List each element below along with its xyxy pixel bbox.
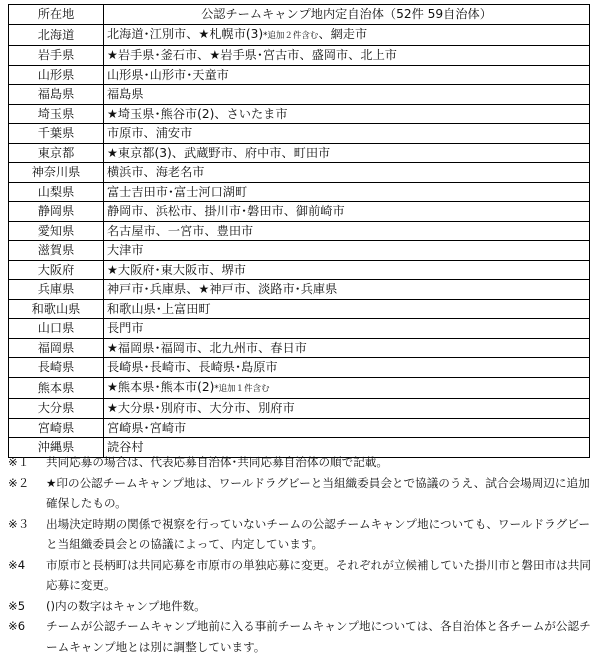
prefecture-cell: 静岡県 — [9, 202, 104, 222]
prefecture-cell: 千葉県 — [9, 124, 104, 144]
prefecture-cell: 山梨県 — [9, 182, 104, 202]
table-row — [9, 124, 590, 144]
note-mark: ※３ — [8, 516, 30, 531]
note-mark: ※２ — [8, 475, 30, 490]
table-row — [9, 46, 590, 66]
table-row — [9, 260, 590, 280]
note-mark: ※１ — [8, 455, 30, 469]
cities-text: 大津市 — [107, 243, 144, 257]
cities-text: 山形県･山形市･天童市 — [107, 67, 229, 82]
cities-text: 福島県 — [107, 87, 144, 101]
cities-text: ★大分県･別府市、大分市、別府市 — [107, 401, 295, 415]
cities-cell — [104, 418, 590, 438]
table-row — [9, 280, 590, 300]
cities-cell — [104, 299, 590, 319]
note-item — [8, 596, 592, 617]
prefecture-cell: 埼玉県 — [9, 104, 104, 124]
table-row — [9, 399, 590, 419]
table-body — [9, 24, 590, 457]
notes-section — [8, 452, 592, 657]
table-row — [9, 241, 590, 261]
prefecture-cell: 山形県 — [9, 65, 104, 85]
cities-text: ★東京都(3)、武蔵野市、府中市、町田市 — [107, 145, 331, 160]
cities-cell — [104, 104, 590, 124]
cities-cell — [104, 338, 590, 358]
note-mark: ※5 — [8, 598, 26, 613]
table-row — [9, 104, 590, 124]
table-row — [9, 202, 590, 222]
prefecture-cell: 福島県 — [9, 85, 104, 105]
cities-text: 横浜市、海老名市 — [107, 165, 205, 179]
prefecture-cell: 大分県 — [9, 399, 104, 419]
note-mark: ※4 — [8, 557, 26, 572]
note-text: 共同応募の場合は、代表応募自治体･共同応募自治体の順で記載。 — [46, 455, 389, 469]
note-item — [8, 452, 592, 473]
cities-cell — [104, 65, 590, 85]
note-text: チームが公認チームキャンプ地前に入る事前チームキャンプ地については、各自治体と各チームが公認チームキャンプ地とは別に調整しています。 — [46, 619, 591, 654]
cities-cell — [104, 260, 590, 280]
cities-text: 市原市、浦安市 — [107, 126, 193, 140]
table-row — [9, 65, 590, 85]
cities-cell — [104, 399, 590, 419]
header-prefecture: 所在地 — [9, 5, 104, 25]
cities-text: 富士吉田市･富士河口湖町 — [107, 184, 248, 199]
cities-text: 宮崎県･宮崎市 — [107, 420, 187, 435]
additional-note: *追加２件含む — [263, 30, 319, 41]
cities-cell — [104, 46, 590, 66]
cities-text: 静岡市、浜松市、掛川市･磐田市、御前崎市 — [107, 204, 345, 218]
cities-cell — [104, 85, 590, 105]
header-cities: 公認チームキャンプ地内定自治体（52件 59自治体） — [104, 5, 590, 25]
cities-cell — [104, 280, 590, 300]
prefecture-cell: 沖縄県 — [9, 438, 104, 458]
cities-text: ★福岡県･福岡市、北九州市、春日市 — [107, 340, 307, 355]
prefecture-cell: 長崎県 — [9, 358, 104, 378]
prefecture-cell: 岩手県 — [9, 46, 104, 66]
prefecture-cell: 兵庫県 — [9, 280, 104, 300]
cities-cell — [104, 24, 590, 46]
camp-table — [8, 4, 590, 458]
cities-cell — [104, 124, 590, 144]
cities-text: ★埼玉県･熊谷市(2)、さいたま市 — [107, 106, 288, 121]
cities-cell — [104, 377, 590, 399]
table-row — [9, 358, 590, 378]
note-text: ★印の公認チームキャンプ地は、ワールドラグビーと当組織委員会とで協議のうえ、試合会場周辺に追加確保したもの。 — [46, 475, 590, 510]
additional-note: *追加１件含む — [214, 383, 270, 394]
table-header-row — [9, 5, 590, 25]
prefecture-cell: 東京都 — [9, 143, 104, 163]
table-row — [9, 163, 590, 183]
cities-text: 北海道･江別市、★札幌市(3) — [107, 26, 264, 41]
note-mark: ※6 — [8, 619, 26, 633]
prefecture-cell: 宮崎県 — [9, 418, 104, 438]
table-row — [9, 377, 590, 399]
cities-cell — [104, 163, 590, 183]
prefecture-cell: 福岡県 — [9, 338, 104, 358]
cities-cell — [104, 241, 590, 261]
note-text: ()内の数字はキャンプ地件数。 — [46, 598, 206, 613]
table-row — [9, 182, 590, 202]
note-item — [8, 514, 592, 555]
prefecture-cell: 神奈川県 — [9, 163, 104, 183]
prefecture-cell: 熊本県 — [9, 377, 104, 399]
cities-text: 読谷村 — [107, 440, 144, 454]
table-row — [9, 24, 590, 46]
table-row — [9, 418, 590, 438]
cities-cell — [104, 221, 590, 241]
table-row — [9, 319, 590, 339]
note-item — [8, 473, 592, 514]
cities-cell — [104, 143, 590, 163]
note-item — [8, 616, 592, 657]
note-text: 出場決定時期の関係で視察を行っていないチームの公認チームキャンプ地についても、ワールドラグビーと当組織委員会との協議によって、内定しています。 — [46, 516, 590, 551]
cities-text: ★岩手県･釜石市、★岩手県･宮古市、盛岡市、北上市 — [107, 48, 397, 62]
prefecture-cell: 大阪府 — [9, 260, 104, 280]
table-row — [9, 85, 590, 105]
cities-text: 長門市 — [107, 321, 144, 335]
prefecture-cell: 北海道 — [9, 24, 104, 46]
cities-text: 長崎県･長崎市、長崎県･島原市 — [107, 360, 278, 374]
table-row — [9, 299, 590, 319]
prefecture-cell: 和歌山県 — [9, 299, 104, 319]
note-text: 市原市と長柄町は共同応募を市原市の単独応募に変更。それぞれが立候補していた掛川市と磐田市は共同応募に変更。 — [46, 557, 591, 592]
table-row — [9, 143, 590, 163]
cities-cell — [104, 202, 590, 222]
table-row — [9, 221, 590, 241]
cities-text: ★大阪府･東大阪市、堺市 — [107, 262, 246, 277]
cities-text: 名古屋市、一宮市、豊田市 — [107, 223, 254, 238]
prefecture-cell: 山口県 — [9, 319, 104, 339]
cities-text: ★熊本県･熊本市(2) — [107, 379, 215, 394]
table-row — [9, 338, 590, 358]
cities-cell — [104, 319, 590, 339]
cities-text-tail: 、網走市 — [318, 26, 368, 41]
cities-text: 和歌山県･上富田町 — [107, 301, 211, 316]
cities-cell — [104, 358, 590, 378]
cities-text: 神戸市･兵庫県、★神戸市、淡路市･兵庫県 — [107, 282, 338, 296]
prefecture-cell: 愛知県 — [9, 221, 104, 241]
prefecture-cell: 滋賀県 — [9, 241, 104, 261]
note-item — [8, 555, 592, 596]
cities-cell — [104, 182, 590, 202]
